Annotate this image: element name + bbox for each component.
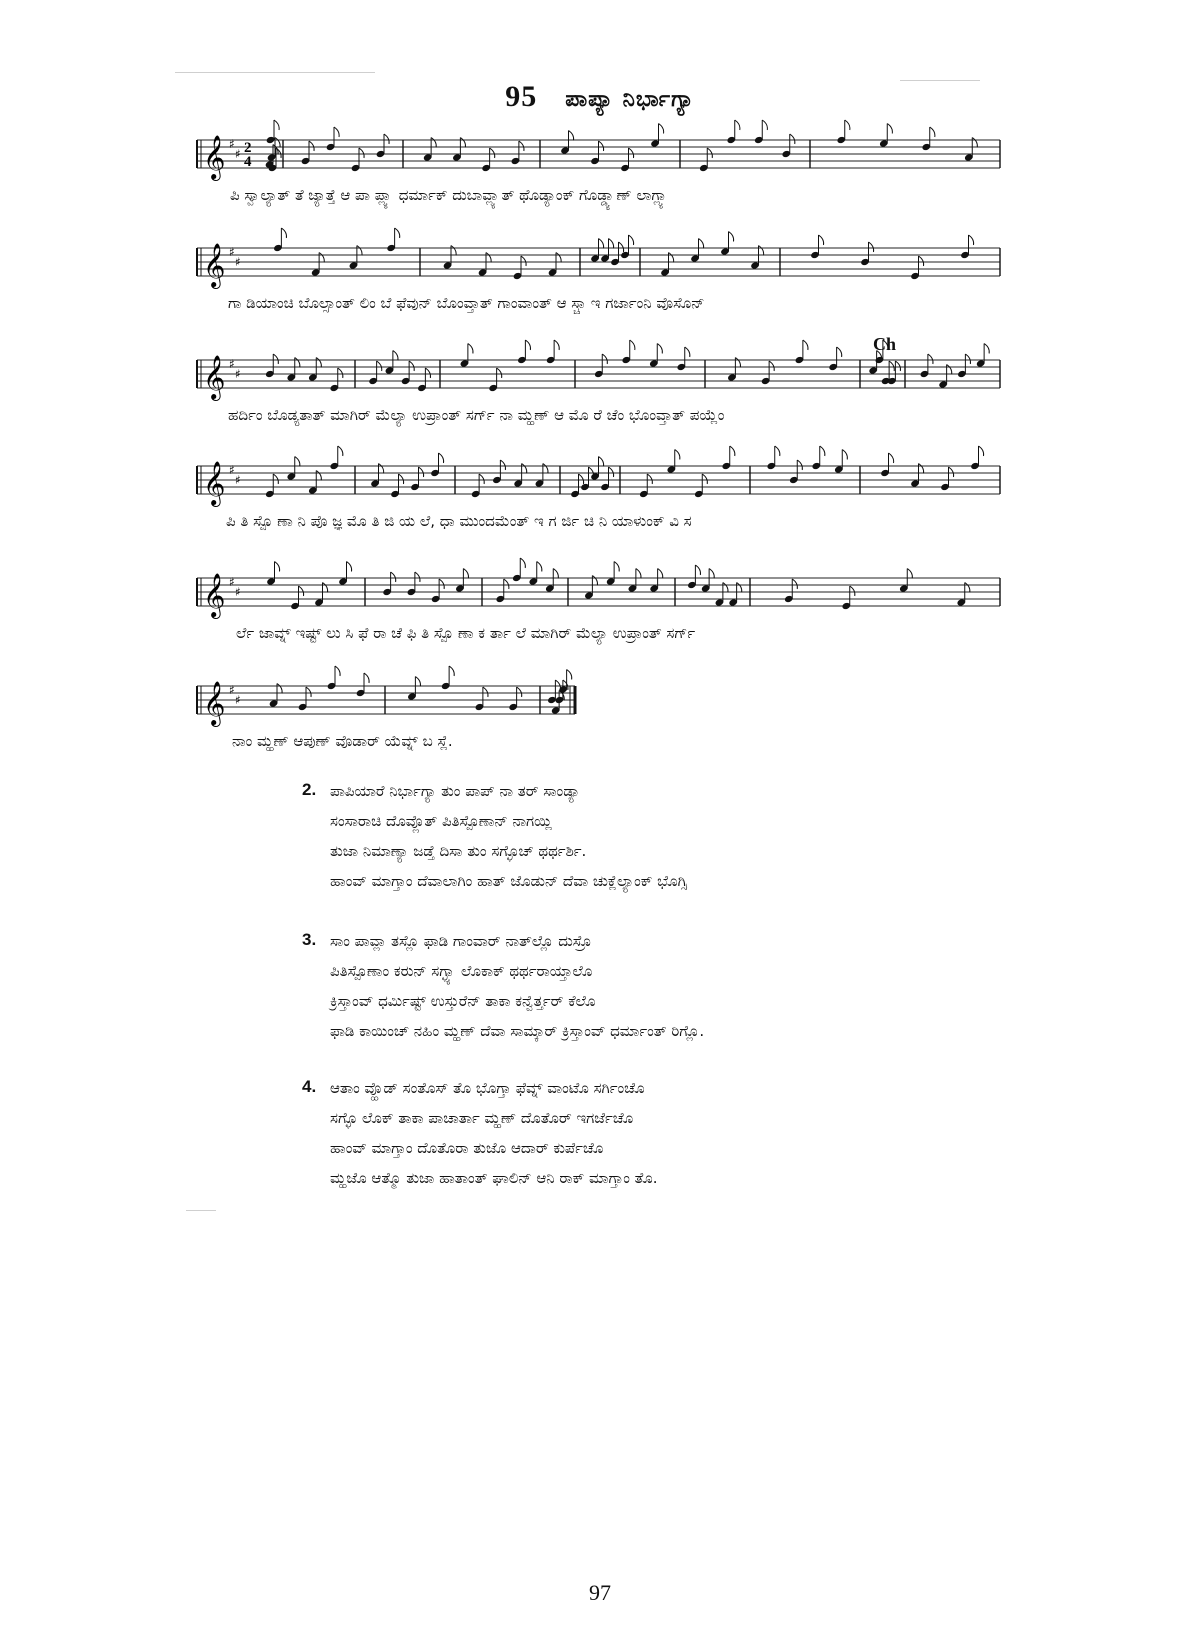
- note-flag: [316, 471, 321, 481]
- note-flag: [845, 120, 850, 130]
- note-flag: [395, 228, 400, 238]
- lyric-line-1: ಪಿ ಸ್ವಾಲ್ಯಾತ್ ತೆ ಜ್ಯಾತ್ತೆ ಆ ಪಾ ಪ್ಲ್ಯಾ ಧರ್ಮಾಕ್ ದುಬಾವ್ಲ್ಯಾತ್ ಥೊಡ್ಯಾಂಕ್ ಗೊಡ್ಡ್ಯಾಣ್ ಲಾಗ್ಲ್ಯಾ: [230, 186, 670, 204]
- note-flag: [483, 687, 488, 697]
- note-flag: [556, 253, 561, 263]
- note-flag: [347, 562, 352, 572]
- note-flag: [274, 120, 279, 130]
- verse-line: ಮ್ಹಜೊ ಆತ್ಮೊ ತುಜಾ ಹಾತಾಂತ್ ಘಾಲಿನ್ ಆನಿ ರಾಕ್ ಮಾಗ್ತಾಂ ತೊ.: [330, 1169, 658, 1187]
- note-flag: [525, 340, 530, 350]
- note-flag: [295, 457, 300, 467]
- treble-clef-icon: 𝄞: [203, 681, 226, 725]
- note-flag: [702, 474, 707, 484]
- treble-clef-icon: 𝄞: [203, 355, 226, 399]
- note-flag: [504, 579, 509, 589]
- lyric-line-4: ಪಿ ತಿ ಸ್ಪೊ ಣಾ ನಿ ಪೊ ಜ್ಞ ಮೊ ತಿ ಜಿ ಯ ಲೆ, ಧಾ ಮುಂದಮೆಂತ್ ಇ ಗ ರ್ಜಿ ಚಿ ನಿ ಯಾಳುಂಕ್ ವಿ ಸ: [226, 512, 692, 530]
- note-flag: [895, 361, 900, 371]
- note-flag: [775, 446, 780, 456]
- note-flag: [979, 446, 984, 456]
- note-flag: [602, 354, 607, 364]
- note-flag: [759, 246, 764, 256]
- note-flag: [334, 127, 339, 137]
- verse-line: ಸಗ್ಳೊ ಲೊಕ್ ತಾಕಾ ಪಾಚಾರ್ತಾ ಮ್ಹಣ್ ದೊತೊರ್ ಇಗರ್ಜೆಚೊ: [330, 1109, 634, 1127]
- note-flag: [965, 354, 970, 364]
- sharp-icon: ♯: [229, 137, 235, 151]
- treble-clef-icon: 𝄞: [203, 243, 226, 287]
- music-staff-2: [0, 240, 1200, 290]
- note-flag: [675, 450, 680, 460]
- note-flag: [359, 148, 364, 158]
- note-flag: [737, 583, 742, 593]
- note-flag: [425, 368, 430, 378]
- note-flag: [522, 464, 527, 474]
- note-flag: [889, 361, 894, 371]
- note-flag: [707, 148, 712, 158]
- note-flag: [316, 358, 321, 368]
- lyric-line-2: ಗಾ ಡಿಯಾಂಚಿ ಬೊಲ್ಸಾಂತ್ ಲಿಂ ಬೆ ಫೆವುನ್ ಬೊಂವ್ತಾತ್ ಗಾಂವಾಂತ್ ಆ ಸ್ಚಾ ಇ ಗರ್ಜಾಂನಿ ವೊಸೊನ್: [228, 294, 705, 312]
- note-flag: [377, 361, 382, 371]
- song-title: [0, 80, 1200, 114]
- note-flag: [790, 134, 795, 144]
- treble-clef-icon: 𝄞: [203, 461, 226, 505]
- note-flag: [520, 558, 525, 568]
- song-number: 95: [505, 80, 538, 113]
- note-flag: [309, 141, 314, 151]
- note-flag: [658, 569, 663, 579]
- note-flag: [723, 583, 728, 593]
- sharp-icon: ♯: [229, 357, 235, 371]
- lyric-line-5: ರ್ಲೆ ಜಾವ್ನ್ ಇಷ್ಟ್ ಲು ಸಿ ಫೆ ರಾ ಚೆ ಫಿ ತಿ ಸ್ಪೊ ಣಾ ಕ ರ್ತಾ ಲೆ ಮಾಗಿರ್ ಮೆಲ್ಯಾ ಉಪ್ರಾಂತ್ ಸರ್ಗ್: [236, 624, 696, 642]
- note-flag: [517, 687, 522, 697]
- note-flag: [647, 474, 652, 484]
- note-flag: [306, 687, 311, 697]
- note-flag: [636, 569, 641, 579]
- note-flag: [391, 572, 396, 582]
- note-flag: [699, 239, 704, 249]
- note-flag: [364, 673, 369, 683]
- note-flag: [695, 565, 700, 575]
- note-flag: [449, 666, 454, 676]
- music-staff-3: [0, 352, 1200, 402]
- sharp-icon: ♯: [235, 367, 241, 381]
- lyric-line-6: ನಾಂ ಮ್ಹಣ್ ಆಪುಣ್ ವೊಡಾರ್ ಯೆವ್ನ್ ಬ ಸ್ಲೆ.: [232, 732, 453, 750]
- note-flag: [439, 579, 444, 589]
- music-staff-6: [0, 678, 1200, 728]
- note-flag: [889, 453, 894, 463]
- note-flag: [415, 572, 420, 582]
- note-flag: [657, 344, 662, 354]
- note-flag: [930, 127, 935, 137]
- note-flag: [842, 450, 847, 460]
- note-flag: [273, 474, 278, 484]
- note-flag: [730, 446, 735, 456]
- note-flag: [599, 457, 604, 467]
- note-flag: [384, 134, 389, 144]
- scan-mark-left: [186, 1210, 216, 1211]
- note-flag: [275, 562, 280, 572]
- note-flag: [277, 684, 282, 694]
- verse-line: ಕ್ರಿಸ್ತಾಂವ್ ಧರ್ಮಿಷ್ಟ್ ಉಸ್ತುರೆನ್ ತಾಕಾ ಕನ್ವೆರ್ತ್ತರ್ ಕೆಲೊ: [330, 992, 596, 1010]
- note-flag: [928, 354, 933, 364]
- note-flag: [850, 586, 855, 596]
- chord-label: Ch: [873, 334, 897, 354]
- note-flag: [463, 569, 468, 579]
- note-flag: [431, 138, 436, 148]
- note-flag: [803, 340, 808, 350]
- note-flag: [984, 344, 989, 354]
- sharp-icon: ♯: [229, 463, 235, 477]
- music-staff-4: [0, 458, 1200, 508]
- note-flag: [468, 344, 473, 354]
- note-flag: [543, 464, 548, 474]
- song-title-text: ಪಾಪ್ಯಾ ನಿರ್ಭಾಗ್ಯಾ: [565, 87, 695, 112]
- note-flag: [659, 124, 664, 134]
- note-flag: [599, 239, 604, 249]
- note-flag: [460, 138, 465, 148]
- note-flag: [592, 576, 597, 586]
- note-flag: [887, 124, 892, 134]
- note-flag: [947, 365, 952, 375]
- note-flag: [735, 358, 740, 368]
- note-flag: [629, 235, 634, 245]
- note-flag: [479, 474, 484, 484]
- note-flag: [379, 464, 384, 474]
- note-flag: [769, 361, 774, 371]
- sharp-icon: ♯: [235, 255, 241, 269]
- sharp-icon: ♯: [235, 585, 241, 599]
- note-flag: [837, 347, 842, 357]
- note-flag: [357, 246, 362, 256]
- sharp-icon: ♯: [235, 147, 241, 161]
- note-flag: [567, 670, 572, 680]
- note-flag: [415, 677, 420, 687]
- music-staff-1: [0, 132, 1200, 182]
- note-flag: [519, 141, 524, 151]
- lyric-line-3: ಹರ್ದಿಂ ಬೊಡ್ಯತಾತ್ ಮಾಗಿರ್ ಮೆಲ್ಯಾ ಉಪ್ರಾಂತ್ ಸರ್ಗ್ ನಾ ಮ್ಹಣ್ ಆ ಮೊ ರೆ ಚೆಂ ಭೊಂವ್ತಾತ್ ಪಯ್ಲೆಂ: [228, 406, 725, 424]
- verse-line: ಪಿತಿಸ್ಪೊಣಾಂ ಕರುನ್ ಸಗ್ಳ್ಯಾ ಲೊಕಾಕ್ ಥರ್ಥರಾಯ್ತಾಲೊ: [330, 962, 593, 980]
- verse-number: 4.: [302, 1077, 317, 1096]
- note-flag: [323, 583, 328, 593]
- note-flag: [619, 242, 624, 252]
- note-flag: [273, 354, 278, 364]
- scan-line-top: [175, 72, 375, 73]
- note-flag: [629, 148, 634, 158]
- note-flag: [554, 340, 559, 350]
- note-flag: [792, 579, 797, 589]
- note-flag: [537, 562, 542, 572]
- verse-line: ಹಾಂವ್ ಮಾಗ್ತಾಂ ದೊತೊರಾ ತುಜೊ ಆದಾರ್ ಕುರ್ಪೆಚೊ: [330, 1139, 604, 1157]
- treble-clef-icon: 𝄞: [203, 135, 226, 179]
- note-flag: [919, 464, 924, 474]
- note-flag: [335, 666, 340, 676]
- treble-clef-icon: 𝄞: [203, 573, 226, 617]
- note-flag: [969, 235, 974, 245]
- note-flag: [599, 141, 604, 151]
- note-flag: [762, 120, 767, 130]
- note-flag: [299, 586, 304, 596]
- music-staff-5: [0, 570, 1200, 620]
- note-flag: [439, 453, 444, 463]
- sharp-icon: ♯: [235, 473, 241, 487]
- verse-line: ಫಾಡಿ ಕಾಯಿಂಚ್ ನಹಿಂ ಮ್ಹಣ್ ದೆವಾ ಸಾಮ್ಕಾರ್ ಕ್ರಿಸ್ತಾಂವ್ ಧರ್ಮಾಂತ್ ರಿಗ್ಲೊ.: [330, 1022, 705, 1040]
- note-flag: [338, 368, 343, 378]
- note-flag: [569, 131, 574, 141]
- note-flag: [521, 256, 526, 266]
- sharp-icon: ♯: [229, 683, 235, 697]
- note-flag: [275, 138, 280, 148]
- verse-number: 2.: [302, 780, 317, 799]
- note-flag: [319, 253, 324, 263]
- note-flag: [338, 446, 343, 456]
- note-flag: [281, 228, 286, 238]
- note-flag: [490, 148, 495, 158]
- note-flag: [399, 474, 404, 484]
- note-flag: [419, 467, 424, 477]
- verse-line: ಸಾಂ ಪಾವ್ಲಾ ತಸ್ಲೊ ಫಾಡಿ ಗಾಂವಾರ್ ನಾತ್‌ಲ್ಲೊ ದುಸ್ರೊ: [330, 932, 592, 950]
- note-flag: [965, 583, 970, 593]
- note-flag: [685, 347, 690, 357]
- note-flag: [972, 138, 977, 148]
- note-flag: [497, 368, 502, 378]
- note-flag: [609, 467, 614, 477]
- sharp-icon: ♯: [229, 575, 235, 589]
- note-flag: [907, 569, 912, 579]
- note-flag: [451, 246, 456, 256]
- note-flag: [797, 460, 802, 470]
- note-flag: [735, 120, 740, 130]
- note-flag: [609, 239, 614, 249]
- verse-number: 3.: [302, 930, 317, 949]
- note-flag: [295, 358, 300, 368]
- verse-line: ತುಜಾ ನಿಮಾಣ್ಯಾ ಜಡ್ತೆ ದಿಸಾ ತುಂ ಸಗ್ಳೊಚ್ ಥರ್ಥರ್ಶಿ.: [330, 842, 587, 860]
- verse-line: ಸಂಸಾರಾಚಿ ದೊವ್ಲೊತ್ ಪಿತಿಸ್ಪೊಣಾನ್ ನಾಗಯ್ಲಿ: [330, 812, 553, 830]
- note-flag: [919, 256, 924, 266]
- note-flag: [486, 253, 491, 263]
- verse-line: ಪಾಪಿಯಾರೆ ನಿರ್ಭಾಗ್ಯಾ ತುಂ ಪಾಪ್ ನಾ ತರ್ ಸಾಂಡ್ಯಾ: [330, 782, 581, 800]
- note-flag: [553, 569, 558, 579]
- note-flag: [709, 569, 714, 579]
- note-flag: [869, 242, 874, 252]
- time-signature: 2: [244, 140, 252, 156]
- note-flag: [820, 446, 825, 456]
- time-signature: 4: [244, 154, 252, 170]
- verse-line: ಹಾಂವ್ ಮಾಗ್ತಾಂ ದೆವಾಲಾಗಿಂ ಹಾತ್ ಜೊಡುನ್ ದೆವಾ ಚುಕ್ಲೆಲ್ಯಾಂಕ್ ಭೊಗ್ಸಿ: [330, 872, 688, 890]
- note-flag: [614, 562, 619, 572]
- verse-line: ಆತಾಂ ವ್ಹೊಡ್ ಸಂತೊಸ್ ತೊ ಭೊಗ್ತಾ ಫೆವ್ನ್ ವಾಂಟೊ ಸರ್ಗಿಂಚೊ: [330, 1079, 645, 1097]
- note-flag: [949, 467, 954, 477]
- note-flag: [393, 351, 398, 361]
- note-flag: [500, 460, 505, 470]
- note-flag: [630, 340, 635, 350]
- sharp-icon: ♯: [235, 693, 241, 707]
- note-flag: [579, 474, 584, 484]
- note-flag: [729, 232, 734, 242]
- note-flag: [669, 253, 674, 263]
- sharp-icon: ♯: [229, 245, 235, 259]
- note-flag: [409, 361, 414, 371]
- page-number: 97: [589, 1580, 611, 1605]
- note-flag: [819, 235, 824, 245]
